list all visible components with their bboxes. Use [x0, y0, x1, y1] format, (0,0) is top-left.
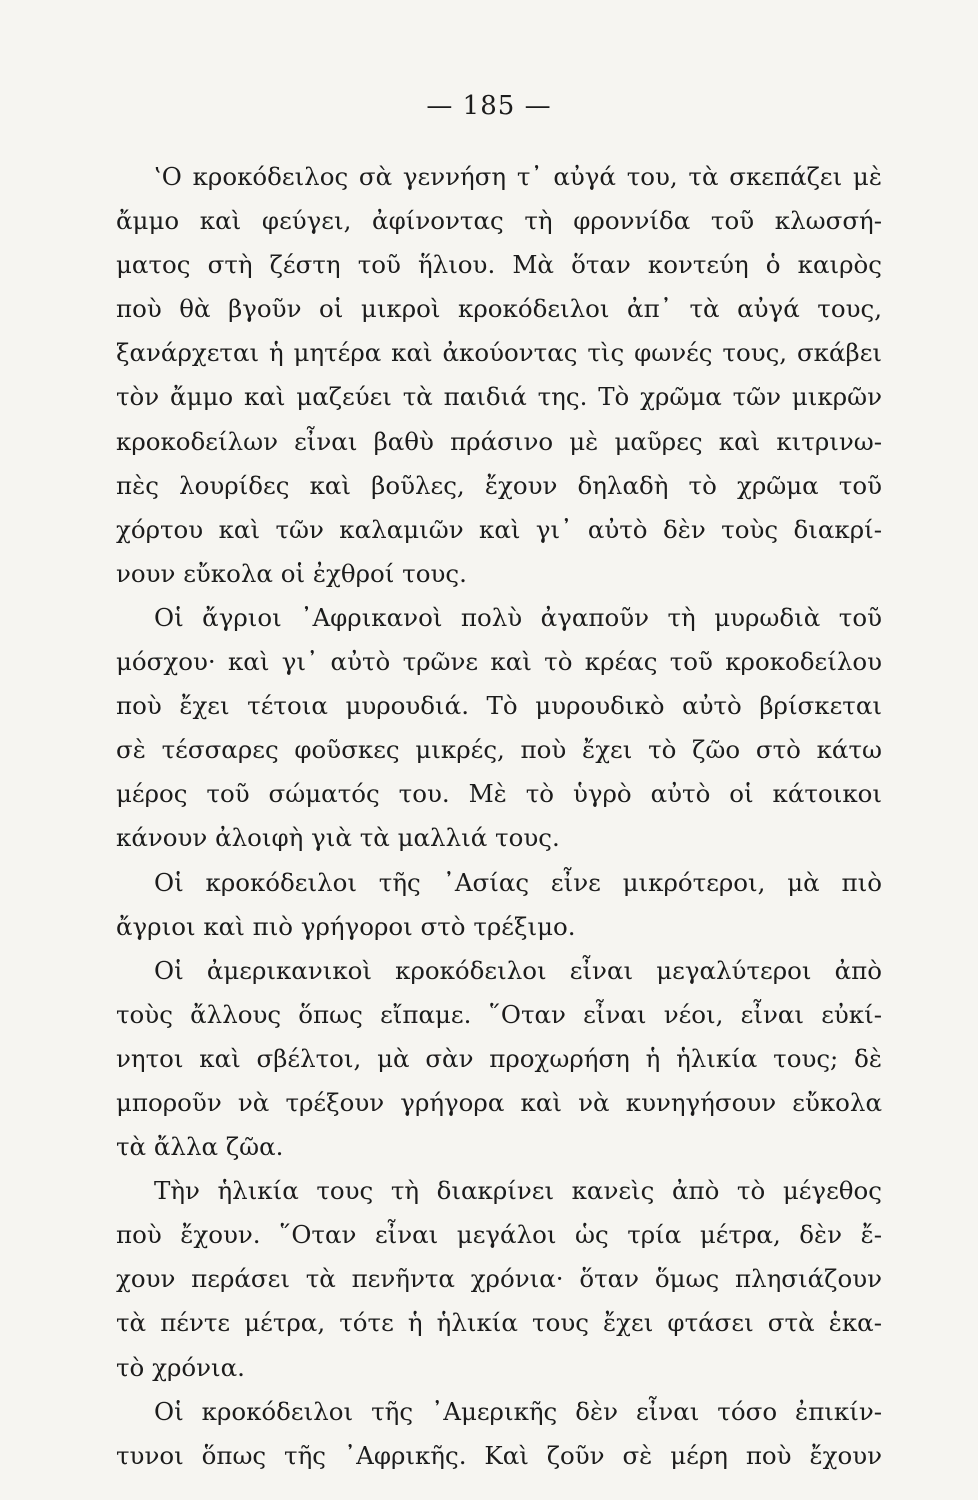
- text-line: Οἱ ἄγριοι ᾿Αφρικανοὶ πολὺ ἀγαποῦν τὴ μυρωδιὰ τοῦ: [154, 602, 882, 632]
- text-line: μόσχου· καὶ γι᾿ αὐτὸ τρῶνε καὶ τὸ κρέας τοῦ κροκοδείλου: [116, 647, 882, 677]
- text-line: τοὺς ἄλλους ὅπως εἴπαμε. ῞Οταν εἶναι νέοι, εἶναι εὐκί-: [116, 999, 882, 1029]
- text-line: χουν περάσει τὰ πενῆντα χρόνια· ὅταν ὅμως πλησιάζουν: [116, 1264, 882, 1294]
- text-line: τυνοι ὅπως τῆς ᾿Αφρικῆς. Καὶ ζοῦν σὲ μέρη ποὺ ἔχουν: [116, 1440, 882, 1470]
- text-line: ποὺ ἔχουν. ῞Οταν εἶναι μεγάλοι ὡς τρία μέτρα, δὲν ἔ-: [116, 1220, 882, 1250]
- text-line: τὰ πέντε μέτρα, τότε ἡ ἡλικία τους ἔχει φτάσει στὰ ἑκα-: [116, 1308, 882, 1338]
- text-line: τὸν ἄμμο καὶ μαζεύει τὰ παιδιά της. Τὸ χρῶμα τῶν μικρῶν: [116, 382, 882, 412]
- text-line: κροκοδείλων εἶναι βαθὺ πράσινο μὲ μαῦρες καὶ κιτρινω-: [116, 426, 882, 456]
- text-line: πὲς λουρίδες καὶ βοῦλες, ἔχουν δηλαδὴ τὸ χρῶμα τοῦ: [116, 470, 882, 500]
- page-number: — 185 —: [426, 91, 552, 121]
- text-line: σὲ τέσσαρες φοῦσκες μικρές, ποὺ ἔχει τὸ ζῶο στὸ κάτω: [116, 735, 882, 765]
- text-line: νουν εὔκολα οἱ ἐχθροί τους.: [116, 558, 467, 588]
- text-line: μέρος τοῦ σώματός του. Μὲ τὸ ὑγρὸ αὐτὸ οἱ κάτοικοι: [116, 779, 882, 809]
- text-line: Οἱ κροκόδειλοι τῆς ᾿Ασίας εἶνε μικρότεροι, μὰ πιὸ: [154, 867, 882, 897]
- text-line: ξανάρχεται ἡ μητέρα καὶ ἀκούοντας τὶς φωνές τους, σκάβει: [116, 338, 882, 368]
- text-line: ‛Ο κροκόδειλος σὰ γεννήση τ᾿ αὐγά του, τὰ σκεπάζει μὲ: [154, 162, 882, 191]
- text-line: μποροῦν νὰ τρέξουν γρήγορα καὶ νὰ κυνηγήσουν εὔκολα: [116, 1087, 882, 1117]
- text-line: ἄμμο καὶ φεύγει, ἀφίνοντας τὴ φροννίδα τοῦ κλωσσή-: [116, 206, 882, 236]
- text-line: τὸ χρόνια.: [116, 1352, 245, 1382]
- text-line: τὰ ἄλλα ζῶα.: [116, 1132, 284, 1162]
- text-line: νητοι καὶ σβέλτοι, μὰ σὰν προχωρήση ἡ ἡλικία τους; δὲ: [116, 1043, 882, 1073]
- text-line: ἄγριοι καὶ πιὸ γρήγοροι στὸ τρέξιμο.: [116, 911, 576, 941]
- text-line: ποὺ ἔχει τέτοια μυρουδιά. Τὸ μυρουδικὸ αὐτὸ βρίσκεται: [116, 691, 882, 721]
- text-line: ποὺ θὰ βγοῦν οἱ μικροὶ κροκόδειλοι ἀπ᾿ τὰ αὐγά τους,: [116, 294, 882, 324]
- text-line: χόρτου καὶ τῶν καλαμιῶν καὶ γι᾿ αὐτὸ δὲν τοὺς διακρί-: [116, 514, 882, 544]
- text-line: ματος στὴ ζέστη τοῦ ἥλιου. Μὰ ὅταν κοντεύη ὁ καιρὸς: [116, 250, 882, 280]
- body-text: [116, 155, 882, 1478]
- text-line: Οἱ ἀμερικανικοὶ κροκόδειλοι εἶναι μεγαλύτεροι ἀπὸ: [154, 955, 882, 985]
- text-line: Τὴν ἡλικία τους τὴ διακρίνει κανεὶς ἀπὸ τὸ μέγεθος: [154, 1176, 882, 1206]
- text-line: Οἱ κροκόδειλοι τῆς ᾿Αμερικῆς δὲν εἶναι τόσο ἐπικίν-: [154, 1396, 882, 1426]
- text-line: κάνουν ἀλοιφὴ γιὰ τὰ μαλλιά τους.: [116, 823, 560, 853]
